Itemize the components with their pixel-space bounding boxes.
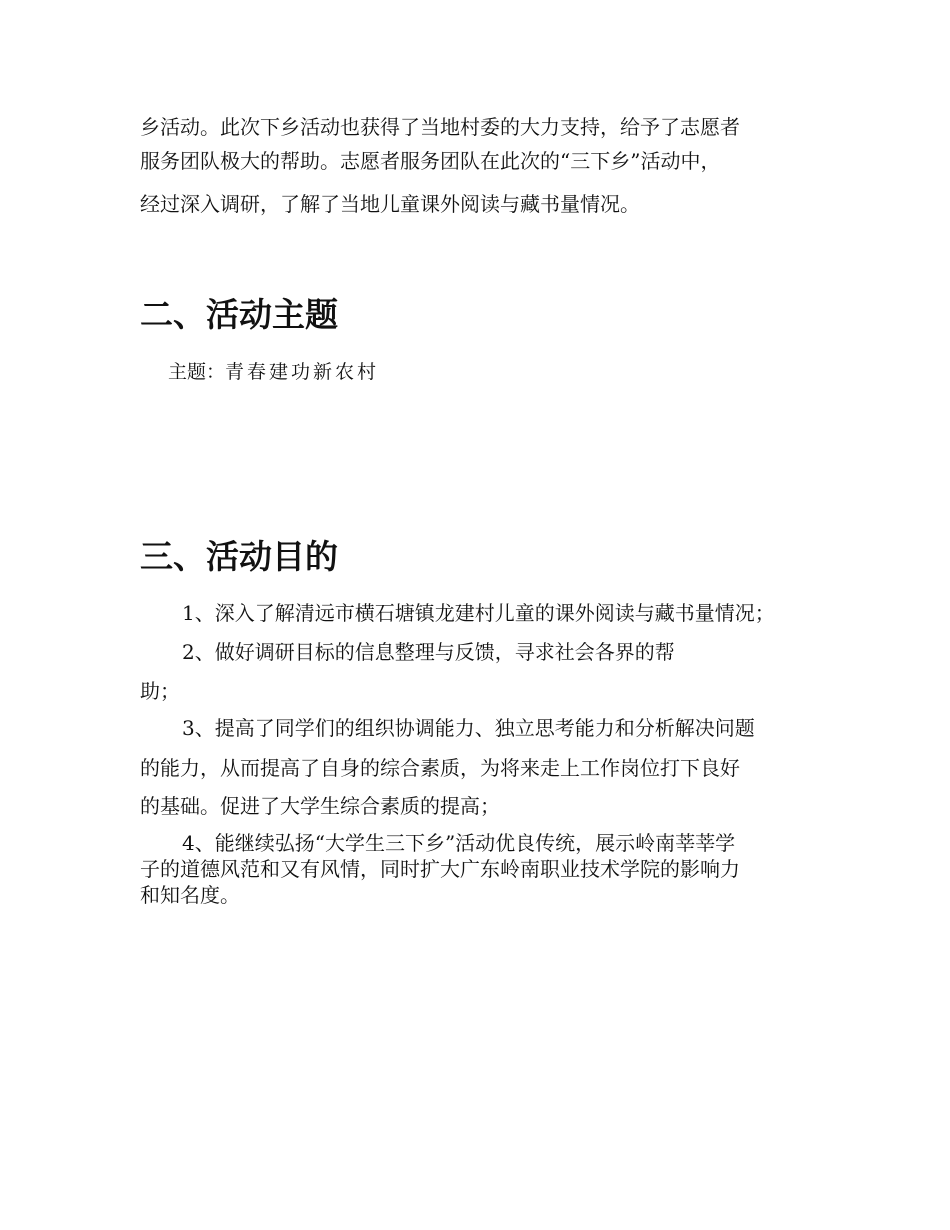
theme-line — [168, 359, 379, 385]
purpose-item-3-line-1: 3、提高了同学们的组织协调能力、独立思考能力和分析解决问题 — [182, 716, 755, 740]
section-heading-theme: 二、活动主题 — [140, 295, 338, 334]
intro-line-3: 经过深入调研，了解了当地儿童课外阅读与藏书量情况。 — [140, 192, 640, 216]
purpose-item-4-line-3: 和知名度。 — [140, 883, 240, 907]
purpose-item-4-line-1: 4、能继续弘扬“大学生三下乡”活动优良传统，展示岭南莘莘学 — [182, 831, 736, 855]
purpose-item-4-line-2: 子的道德风范和又有风情，同时扩大广东岭南职业技术学院的影响力 — [140, 857, 740, 881]
intro-line-1: 乡活动。此次下乡活动也获得了当地村委的大力支持，给予了志愿者 — [140, 115, 740, 139]
purpose-item-3-line-2: 的能力，从而提高了自身的综合素质，为将来走上工作岗位打下良好 — [140, 756, 740, 780]
section-heading-purpose: 三、活动目的 — [140, 537, 338, 576]
purpose-item-2-line-1: 2、做好调研目标的信息整理与反馈，寻求社会各界的帮 — [182, 640, 675, 664]
purpose-item-1: 1、深入了解清远市横石塘镇龙建村儿童的课外阅读与藏书量情况； — [182, 601, 775, 625]
theme-value: 青春建功新农村 — [225, 361, 380, 383]
purpose-item-3-line-3: 的基础。促进了大学生综合素质的提高； — [140, 794, 500, 818]
purpose-item-2-line-2: 助； — [140, 679, 180, 703]
theme-label: 主题： — [168, 361, 226, 383]
intro-line-2: 服务团队极大的帮助。志愿者服务团队在此次的“三下乡”活动中， — [140, 149, 721, 173]
